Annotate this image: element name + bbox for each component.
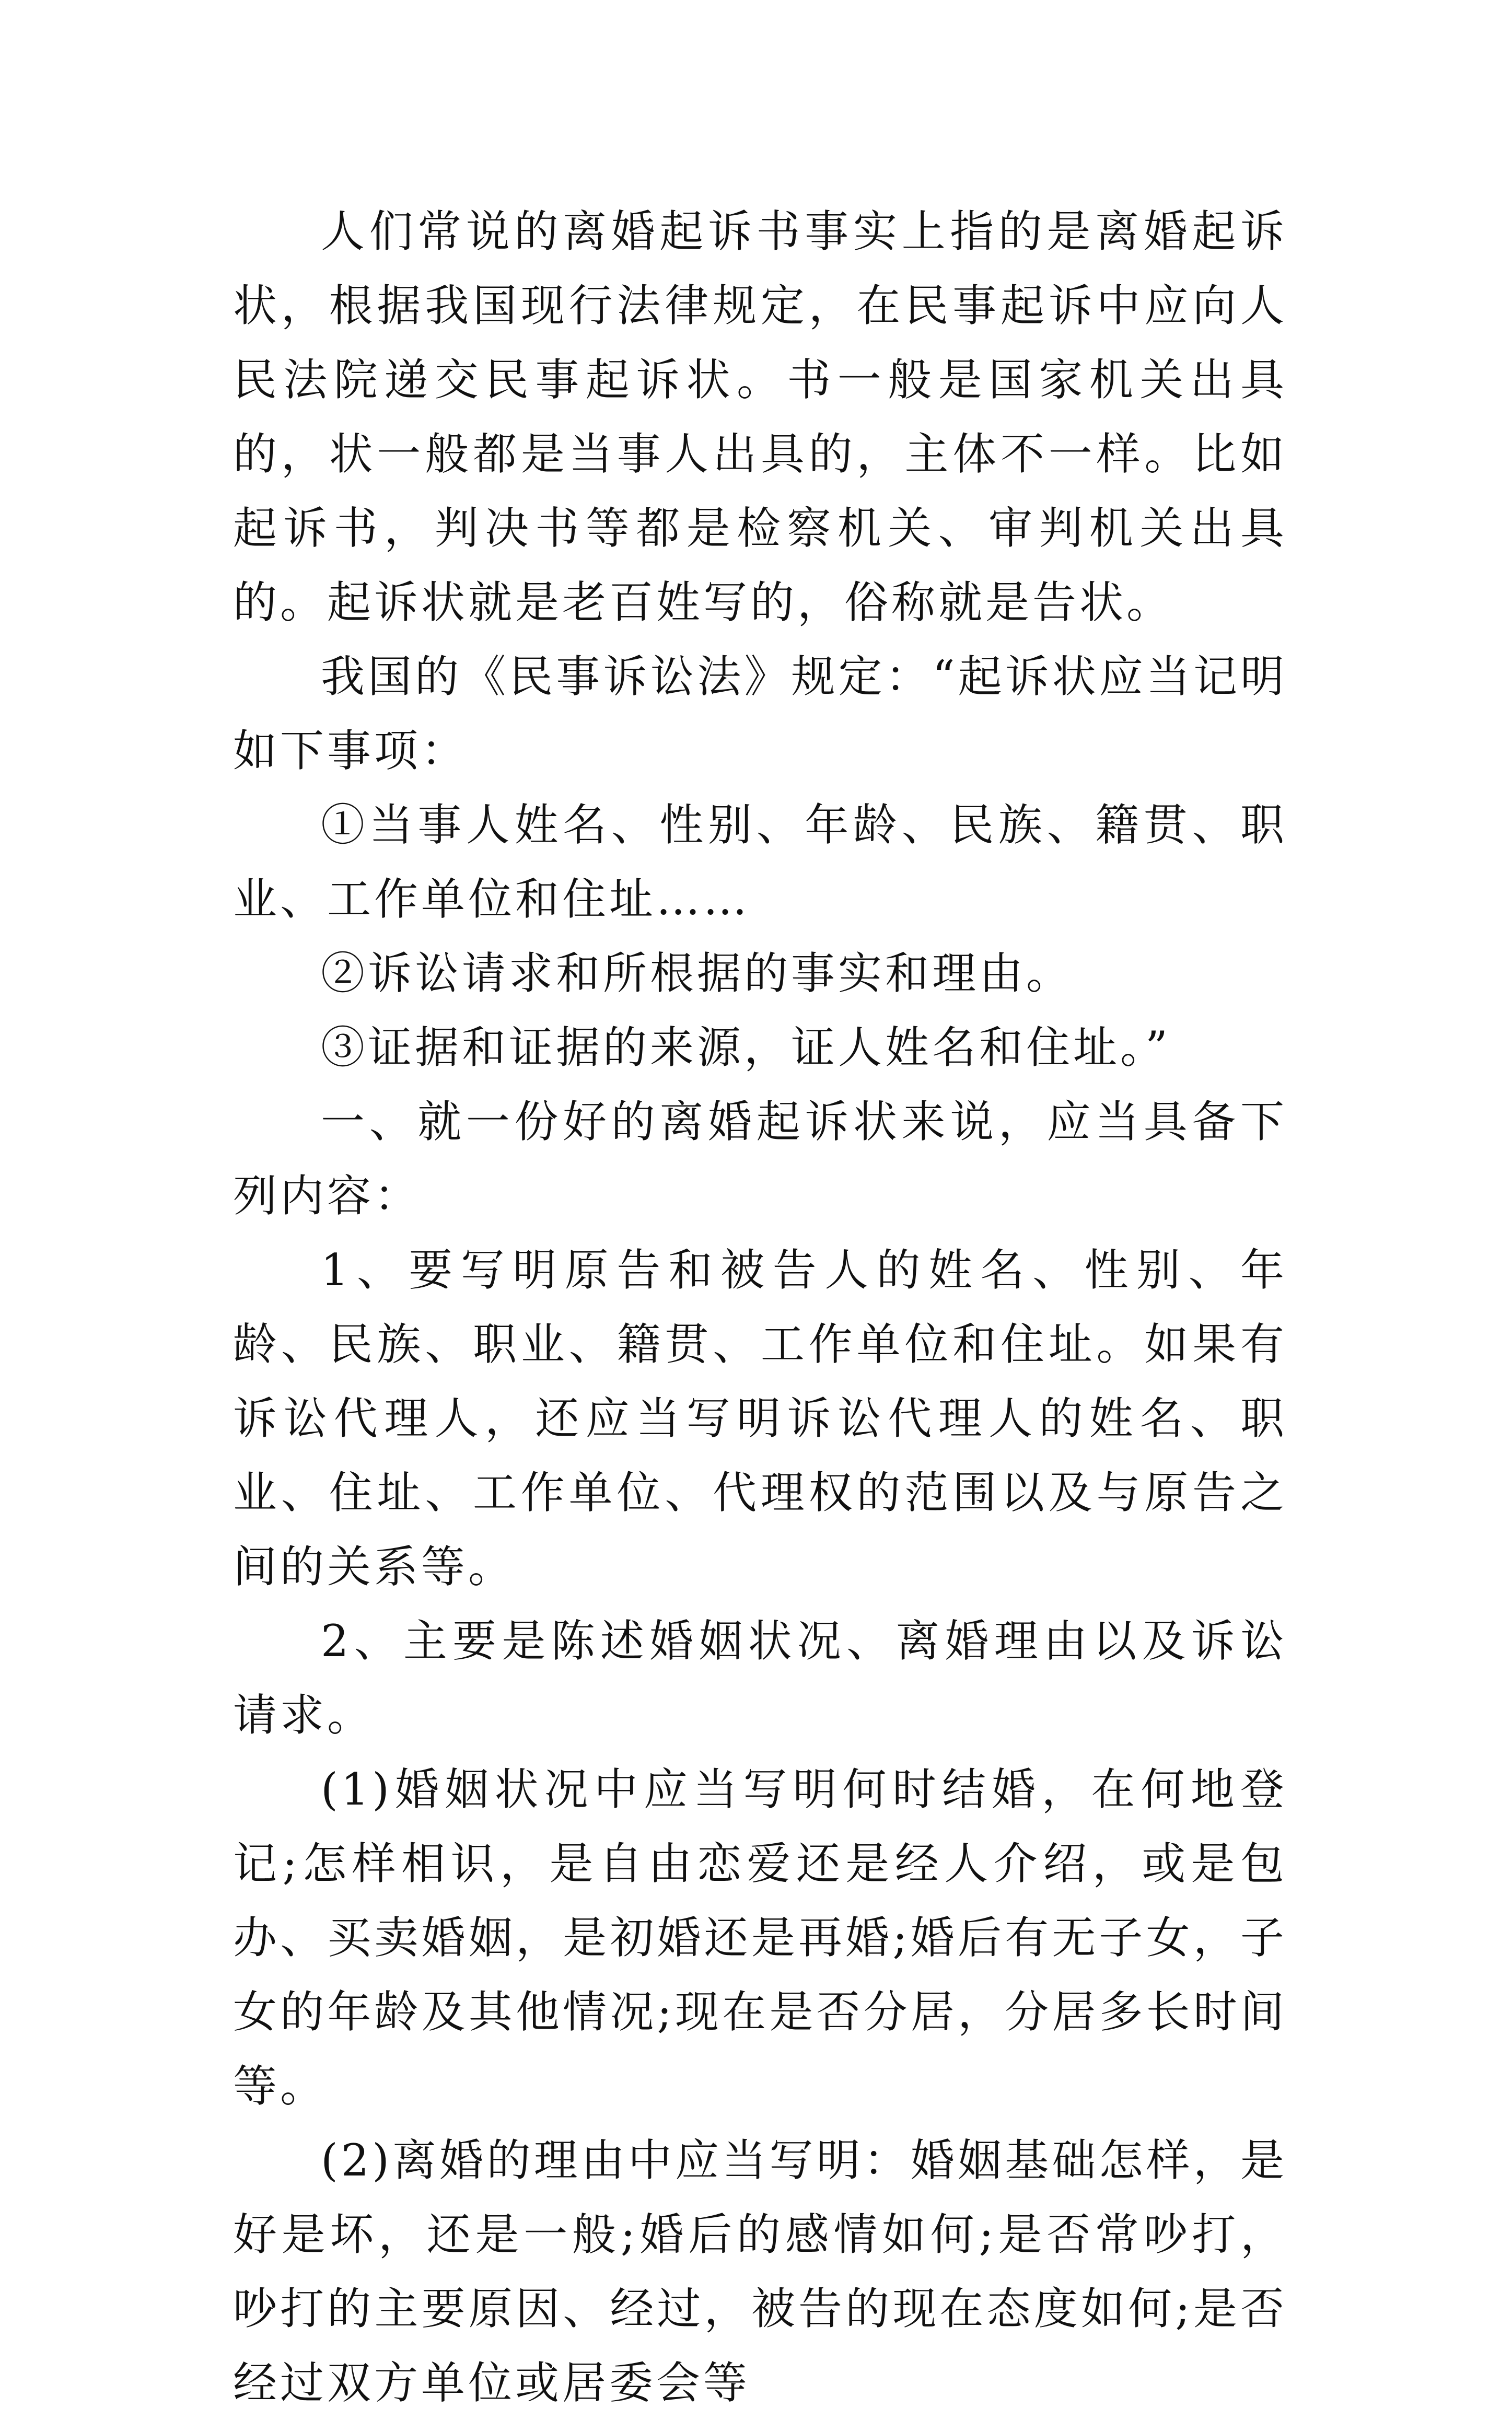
paragraph-item-1: ①当事人姓名、性别、年龄、民族、籍贯、职业、工作单位和住址…… xyxy=(233,799,1287,925)
paragraph-point-1: 1、要写明原告和被告人的姓名、性别、年龄、民族、职业、籍贯、工作单位和住址。如果有诉讼代理人，还应当写明诉讼代理人的姓名、职业、住址、工作单位、代理权的范围以及与原告之间的关系等。 xyxy=(233,1244,1287,1592)
document-body xyxy=(233,194,1287,2420)
paragraph-subpoint-2: (2)离婚的理由中应当写明：婚姻基础怎样，是好是坏，还是一般;婚后的感情如何;是否常吵打，吵打的主要原因、经过，被告的现在态度如何;是否经过双方单位或居委会等 xyxy=(233,2135,1287,2409)
section-heading-1: 一、就一份好的离婚起诉状来说，应当具备下列内容： xyxy=(233,1096,1287,1221)
paragraph-subpoint-1: (1)婚姻状况中应当写明何时结婚，在何地登记;怎样相识，是自由恋爱还是经人介绍，或是包办、买卖婚姻，是初婚还是再婚;婚后有无子女，子女的年龄及其他情况;现在是否分居，分居多长时间等。 xyxy=(233,1764,1287,2112)
paragraph-intro: 人们常说的离婚起诉书事实上指的是离婚起诉状，根据我国现行法律规定，在民事起诉中应向人民法院递交民事起诉状。书一般是国家机关出具的，状一般都是当事人出具的，主体不一样。比如起诉书，判决书等都是检察机关、审判机关出具的。起诉状就是老百姓写的，俗称就是告状。 xyxy=(233,206,1287,628)
paragraph-item-3: ③证据和证据的来源，证人姓名和住址。” xyxy=(321,1022,1171,1073)
paragraph-point-2: 2、主要是陈述婚姻状况、离婚理由以及诉讼请求。 xyxy=(233,1615,1287,1741)
paragraph-law-quote: 我国的《民事诉讼法》规定：“起诉状应当记明如下事项： xyxy=(233,651,1287,776)
paragraph-item-2: ②诉讼请求和所根据的事实和理由。 xyxy=(321,948,1074,999)
